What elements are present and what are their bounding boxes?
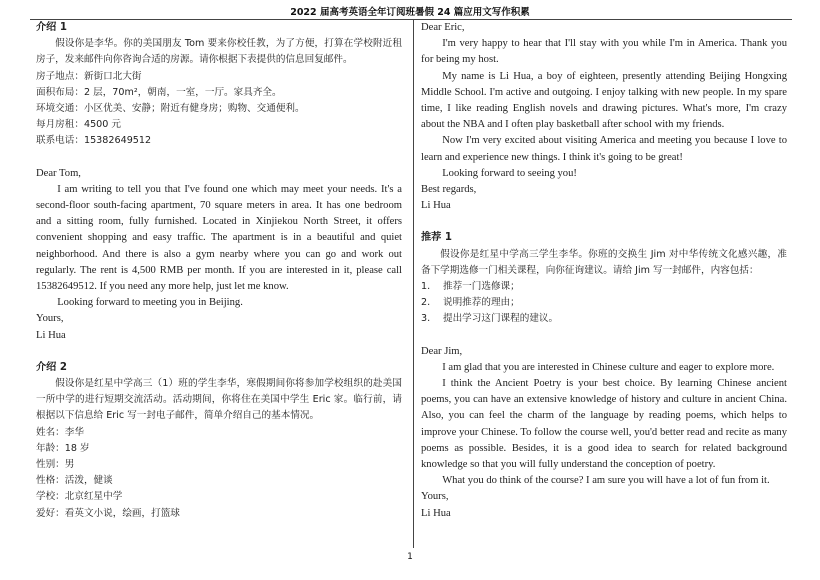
- eric-paragraph-2: Now I'm very excited about visiting America and meeting you because I love to learn and experience new things. I think it's going to be great!: [421, 135, 787, 163]
- intro1-signoff: Yours,: [36, 313, 64, 325]
- intro1-closing-line: Looking forward to meeting you in Beijing.: [57, 297, 243, 309]
- intro1-signature: Li Hua: [36, 329, 66, 341]
- intro2-prompt: 假设你是红星中学高三（1）班的学生李华，寒假期间你将参加学校组织的赴美国一所中学的进行短期交流活动。活动期间，你将住在美国中学生 Eric 家。临行前，请根据以下信息给 Eric 写一封电子邮件，简单介绍自己的基本情况。: [36, 378, 402, 422]
- recommend1-item-text: 提出学习这门课程的建议。: [443, 313, 559, 325]
- eric-paragraph-1: My name is Li Hua, a boy of eighteen, presently attending Beijing Hongxing Middle School. I'm active and outgoing. I enjoy talking with new people. In my spare time, I like reading English novels and drawing pictures. What's more, I'm crazy about the NBA and I often play basketball after school with my friends.: [421, 70, 787, 131]
- eric-salutation: Dear Eric,: [421, 22, 465, 33]
- recommend1-item: [421, 311, 787, 327]
- recommend1-item-number: 2.: [421, 297, 431, 309]
- intro1-heading: 介绍 1: [36, 22, 68, 33]
- jim-paragraph-2: What you do think of the course? I am sure you will have a lot of fun from it.: [442, 475, 770, 487]
- jim-signoff: Yours,: [421, 491, 449, 503]
- intro2-info-4: 学校：北京红星中学: [36, 491, 123, 503]
- eric-paragraph-3: Looking forward to seeing you!: [442, 167, 577, 179]
- intro2-info-0: 姓名：李华: [36, 426, 84, 438]
- intro1-body: I am writing to tell you that I've found one which may meet your needs. It's a second-floor south-facing apartment, 70 square meters in area. It has one bedroom and a sitting room, fully furnished. Located in Xinjiekou North Street, it offers convenient shopping and easy traffic. The apartment is in a beautiful and quiet neighborhood. And there is also a gym nearby where you can go and work out regularly. The rent is 4,500 RMB per month. If you are interested in it, please call 15382649512. If you need any more help, just let me know.: [36, 183, 402, 293]
- recommend1-item: [421, 295, 787, 311]
- intro1-info-3: 每月房租：4500 元: [36, 119, 122, 131]
- intro1-info-0: 房子地点：新街口北大街: [36, 70, 142, 82]
- intro2-info-2: 性别：男: [36, 459, 75, 471]
- intro1-salutation: Dear Tom,: [36, 167, 81, 179]
- recommend1-item-number: 1.: [421, 281, 431, 293]
- recommend1-heading: 推荐 1: [421, 232, 453, 244]
- jim-paragraph-0: I am glad that you are interested in Chinese culture and eager to explore more.: [442, 361, 775, 373]
- recommend1-item: [421, 279, 787, 295]
- eric-signoff: Best regards,: [421, 184, 477, 196]
- jim-signature: Li Hua: [421, 507, 451, 519]
- recommend1-prompt: 假设你是红星中学高三学生李华。你班的交换生 Jim 对中华传统文化感兴趣，准备下学期选修一门相关课程，向你征询建议。请给 Jim 写一封邮件，内容包括：: [421, 248, 787, 276]
- recommend1-item-text: 推荐一门选修课；: [443, 281, 520, 293]
- intro1-info-2: 环境交通：小区优美、安静；附近有健身房；购物、交通便利。: [36, 103, 305, 115]
- recommend1-item-text: 说明推荐的理由；: [443, 297, 520, 309]
- eric-paragraph-0: I'm very happy to hear that I'll stay with you while I'm in America. Thank you for being my host.: [421, 38, 787, 66]
- jim-paragraph-1: I think the Ancient Poetry is your best choice. By learning Chinese ancient poems, you can have an extensive knowledge of history and culture in ancient China. Also, you can feel the charm of the language by reading poems, which helps to improve your Chinese. To follow the course well, you'd better read and recite as many poems as possible. Besides, it is a good idea to search for related background knowledge so that you will fully understand the conception of poetry.: [421, 378, 787, 471]
- intro2-info-1: 年龄：18 岁: [36, 442, 90, 454]
- page-number: 1: [407, 552, 413, 562]
- right-column: [421, 20, 787, 522]
- intro1-info-1: 面积布局：2 层，70m²，朝南，一室，一厅。家具齐全。: [36, 86, 282, 98]
- intro1-info-4: 联系电话：15382649512: [36, 135, 152, 147]
- intro2-info-5: 爱好：看英文小说，绘画，打篮球: [36, 507, 180, 519]
- intro2-info-3: 性格：活泼，健谈: [36, 475, 113, 487]
- recommend1-item-number: 3.: [421, 313, 431, 325]
- jim-salutation: Dear Jim,: [421, 345, 463, 357]
- page-header-title: 2022 届高考英语全年订阅班暑假 24 篇应用文写作积累: [290, 7, 530, 18]
- intro1-prompt: 假设你是李华。你的美国朋友 Tom 要来你校任教，为了方便，打算在学校附近租房子，发来邮件向你咨询合适的房源。请你根据下表提供的信息回复邮件。: [36, 38, 402, 66]
- column-divider: [413, 20, 414, 548]
- intro2-heading: 介绍 2: [36, 361, 68, 373]
- left-column: [36, 20, 402, 522]
- eric-signature: Li Hua: [421, 200, 451, 212]
